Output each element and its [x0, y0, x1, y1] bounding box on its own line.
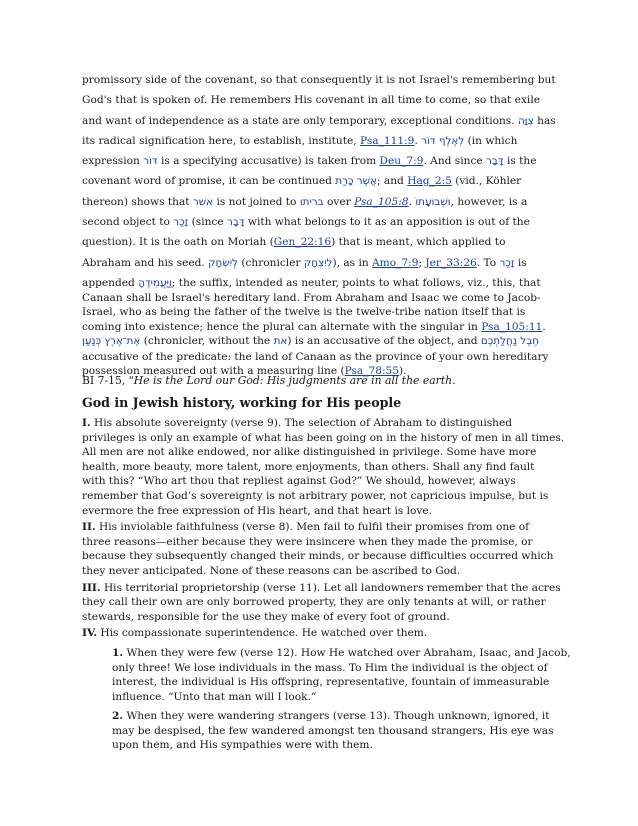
- line-text: His compassionate superintendence. He watched over them.: [100, 627, 428, 640]
- line-text: with what belongs to it as an apposition is out of the: [247, 216, 530, 229]
- line-text: Israel, who as being the father of the twelve is the twelve-tribe nation itself that is: [82, 306, 526, 319]
- hebrew-word: את: [273, 335, 288, 348]
- sermon-outline: [82, 416, 571, 753]
- line-text: , however, is a: [450, 195, 528, 208]
- outline-line: with this? “Who art thou that repliest against God?” We should, however, always: [82, 475, 516, 488]
- outline-line: privileges is only an example of what has been going on in the history of men in all times.: [82, 431, 565, 444]
- line-text: God's that is spoken of. He remembers His covenant in all time to come, so that exile: [82, 94, 540, 107]
- line-text: covenant word of promise, it can be continued: [82, 175, 332, 188]
- line-text: appended: [82, 276, 135, 289]
- text-line: [82, 350, 552, 365]
- hebrew-word: זָכַר: [499, 256, 515, 269]
- hebrew-word: אשׁר: [192, 195, 214, 208]
- text-line: [82, 276, 552, 291]
- scripture-link[interactable]: Jer_33:26: [425, 256, 477, 269]
- line-text: ; and: [376, 175, 404, 188]
- text-line: thereon) shows that אשׁר is not joined to בריתו over Psa_105:8. וּשְׁבוּעָתוֹ, however, is a: [82, 195, 528, 208]
- line-text: His territorial proprietorship (verse 11). Let all landowners remember that the acres: [103, 581, 561, 594]
- line-text: His absolute sovereignty (verse 9). The selection of Abraham to distinguished: [94, 417, 513, 429]
- text-line: Abraham and his seed. לְיִשְׂחָק (chronicler לְיִצְחָק), as in Amo_7:9; Jer_33:26. To זָכַר is: [82, 256, 527, 269]
- subsection-number: 1.: [112, 646, 124, 659]
- line-text: coming into existence; hence the plural can alternate with the singular in: [82, 320, 478, 333]
- outline-line: [82, 709, 562, 724]
- section-number: II.: [82, 521, 96, 534]
- line-text: When they were wandering strangers (verse 13). Though unknown, ignored, it: [126, 710, 550, 723]
- outline-line: [82, 626, 562, 641]
- hebrew-word: לְיִשְׂחָק: [208, 256, 238, 269]
- line-text: (vid., Köhler: [455, 175, 522, 188]
- text-line: [82, 70, 556, 90]
- bi-quote: "He is the Lord our God: His judgments are in all the earth.: [128, 374, 456, 387]
- line-text: (chronicler, without the: [143, 335, 271, 348]
- line-text: question). It is the oath on Moriah (: [82, 236, 274, 249]
- text-line: [82, 111, 556, 131]
- line-text: and want of independence as a state are only temporary, exceptional conditions.: [82, 114, 515, 127]
- line-text: second object to: [82, 216, 170, 229]
- outline-line: three reasons—either because they were insincere when they made the promise, or: [82, 535, 533, 548]
- line-text: Abraham and his seed.: [82, 256, 205, 269]
- line-text: ).: [399, 365, 407, 378]
- hebrew-word: לְאֶלֶף דּוֹר: [421, 134, 465, 147]
- section-heading: God in Jewish history, working for His people: [82, 395, 402, 410]
- line-text: ; the suffix, intended as neuter, points to what follows, viz., this, that: [171, 276, 541, 289]
- outline-line: All men are not alike endowed, nor alike distinguished in privilege. Some have more: [82, 446, 537, 459]
- scripture-link[interactable]: Psa_105:8: [354, 195, 409, 208]
- line-text: is a specifying accusative) is taken from: [160, 155, 377, 168]
- outline-line: they call their own are only borrowed property, they are only tenants at will, or rather: [82, 596, 546, 609]
- outline-line: influence. “Unto that man will I look.”: [112, 690, 317, 703]
- line-text: over: [327, 195, 351, 208]
- line-text: thereon) shows that: [82, 195, 190, 208]
- hebrew-word: צִוָּה: [518, 114, 534, 127]
- line-text: expression: [82, 155, 140, 168]
- line-text: (in which: [467, 134, 518, 147]
- outline-line: [82, 416, 562, 431]
- outline-line: evermore the free expression of His heart, and that heart is love.: [82, 504, 433, 517]
- text-line: [82, 291, 552, 306]
- text-line: [82, 212, 552, 232]
- line-text: is not joined to: [216, 195, 297, 208]
- scripture-link[interactable]: Psa_111:9: [360, 134, 415, 147]
- scripture-link[interactable]: Psa_105:11: [481, 320, 543, 333]
- section-number: IV.: [82, 627, 98, 640]
- scripture-link[interactable]: Hag_2:5: [407, 175, 452, 188]
- outline-line: health, more beauty, more talent, more enjoyments, than others. Shall any find fault: [82, 460, 535, 473]
- scripture-link[interactable]: Amo_7:9: [372, 256, 419, 269]
- line-text: . To: [476, 256, 497, 269]
- line-text: . And since: [423, 155, 483, 168]
- line-text: ) is an accusative of the object, and: [287, 335, 478, 348]
- line-text: ) that is meant, which applied to: [331, 236, 506, 249]
- scripture-link[interactable]: Gen_22:16: [273, 236, 332, 249]
- outline-line: only three! We lose individuals in the mass. To Him the individual is the object of: [112, 661, 548, 674]
- line-text: When they were few (verse 12). How He watched over Abraham, Isaac, and Jacob,: [126, 646, 571, 659]
- hebrew-word: וַיַּעֲמִידֶהָ: [138, 276, 172, 289]
- hebrew-word: וּשְׁבוּעָתוֹ: [415, 195, 451, 208]
- outline-line: because they subsequently changed their minds, or because difficulties occurred which: [82, 550, 554, 563]
- outline-line: may be despised, the few wandered amongst ten thousand strangers, His eye was: [112, 724, 554, 737]
- line-text: is: [517, 256, 527, 269]
- commentary-paragraph: [82, 70, 556, 379]
- text-line: its radical signification here, to establish, institute, Psa_111:9. לְאֶלֶף דּוֹר (in which: [82, 134, 518, 147]
- text-line: [82, 90, 552, 110]
- scripture-link[interactable]: Psa_78:55: [344, 365, 400, 378]
- line-text: is the: [506, 155, 537, 168]
- line-text: has: [537, 114, 556, 127]
- line-text: His inviolable faithfulness (verse 8). Men fail to fulfil their promises from one of: [98, 521, 530, 534]
- outline-line: [82, 520, 562, 535]
- outline-line: remember that God’s sovereignty is not arbitrary power, not capricious impulse, but is: [82, 489, 549, 502]
- section-number: I.: [82, 417, 91, 429]
- hebrew-word: דָּבָר: [486, 155, 504, 168]
- line-text: (since: [191, 216, 224, 229]
- line-text: Canaan shall be Israel's hereditary land. From Abraham and Isaac we come to Jacob-: [82, 291, 541, 304]
- hebrew-word: אֶת־אֶרֶץ כְּנַעַן: [82, 335, 141, 348]
- bi-reference-line: [82, 373, 456, 389]
- hebrew-word: בריתו: [299, 195, 324, 208]
- section-number: III.: [82, 581, 101, 594]
- text-line: [82, 305, 552, 320]
- text-line: coming into existence; hence the plural can alternate with the singular in Psa_105:11.: [82, 320, 546, 333]
- outline-line: interest, the individual is His offspring, representative, fountain of immeasurable: [112, 676, 550, 689]
- hebrew-word: אֲשֶׁר כָּרַת: [335, 175, 377, 188]
- line-text: promissory side of the covenant, so that consequently it is not Israel's remembering but: [82, 74, 556, 86]
- outline-line: [82, 646, 571, 661]
- line-text: ), as in: [332, 256, 369, 269]
- line-text: accusative of the predicate: the land of Canaan as the province of your own hereditary: [82, 350, 549, 363]
- hebrew-word: זָכַר: [173, 216, 189, 229]
- text-line: [82, 151, 552, 171]
- outline-line: stewards, responsible for the use they make of every foot of ground.: [82, 610, 450, 623]
- subsection-number: 2.: [112, 710, 124, 723]
- text-line: [82, 171, 552, 191]
- hebrew-word: דּוֹר: [143, 155, 158, 168]
- hebrew-word: לְיִצְחָק: [303, 256, 333, 269]
- outline-line: they never anticipated. None of these reasons can be ascribed to God.: [82, 564, 461, 577]
- outline-line: [82, 581, 562, 596]
- bi-prefix: BI 7-15,: [82, 374, 129, 387]
- hebrew-word: דָּבָר: [226, 216, 245, 229]
- outline-line: upon them, and His sympathies were with them.: [112, 739, 373, 752]
- hebrew-word: חֶבֶל נַחֲלַתְכֶם: [480, 335, 539, 348]
- line-text: possession measured out with a measuring line (: [82, 365, 345, 378]
- line-text: (chronicler: [241, 256, 301, 269]
- text-line: [82, 232, 552, 252]
- scripture-link[interactable]: Deu_7:9: [379, 155, 424, 168]
- text-line: [82, 334, 552, 349]
- line-text: its radical signification here, to establish, institute,: [82, 134, 357, 147]
